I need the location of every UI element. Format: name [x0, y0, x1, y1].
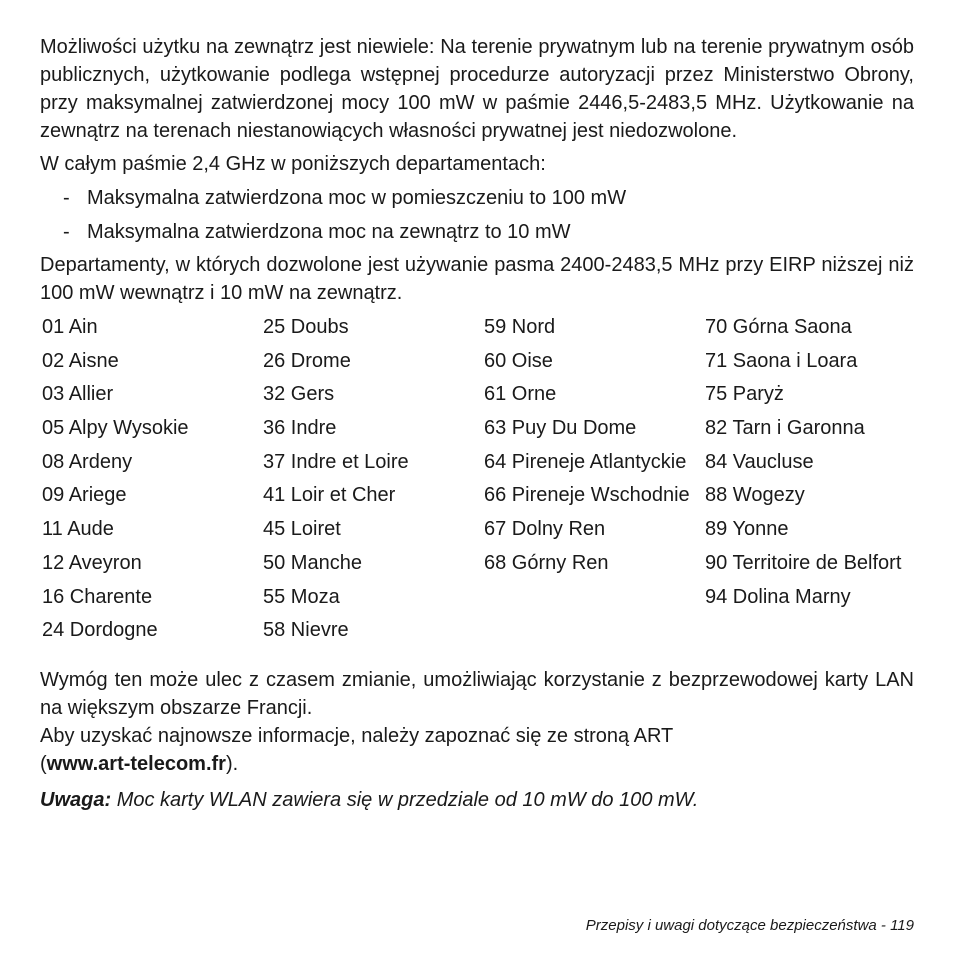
bullet-text: Maksymalna zatwierdzona moc na zewnątrz to 10 mW: [87, 221, 571, 243]
department-item: 75 Paryż: [705, 383, 784, 406]
department-item: 60 Oise: [484, 349, 553, 372]
bullet-indoor: [40, 184, 914, 212]
note-text: Moc karty WLAN zawiera się w przedziale od 10 mW do 100 mW.: [116, 788, 699, 811]
intro-paragraph: Możliwości użytku na zewnątrz jest niewiele: Na terenie prywatnym lub na terenie prywatnym osób publicznych, użytkowanie podlega wstępnej procedurze autoryzacji przez Ministerstwo Obrony, przy maksymalnej zatwierdzonej mocy 100 mW w paśmie 2446,5-2483,5 MHz. Użytkowanie na zewnątrz na terenach niestanowiących własności prywatnej jest niedozwolone.: [40, 36, 914, 142]
department-item: 32 Gers: [263, 383, 335, 406]
power-limits-list: [40, 184, 914, 246]
page-footer: Przepisy i uwagi dotyczące bezpieczeństwa - 119: [585, 917, 914, 934]
department-item: 05 Alpy Wysokie: [42, 417, 189, 440]
department-item: 90 Territoire de Belfort: [705, 551, 902, 574]
department-item: 88 Wogezy: [705, 484, 805, 507]
department-item: 41 Loir et Cher: [263, 484, 396, 507]
department-item: 12 Aveyron: [42, 551, 142, 574]
department-item: 08 Ardeny: [42, 450, 133, 473]
info-paragraph: [40, 722, 914, 778]
department-item: 01 Ain: [42, 316, 98, 338]
change-paragraph: Wymóg ten może ulec z czasem zmianie, umożliwiając korzystanie z bezprzewodowej karty LAN na większym obszarze Francji.: [40, 668, 914, 719]
department-item: 68 Górny Ren: [484, 551, 609, 574]
note-label: Uwaga:: [40, 788, 112, 811]
bullet-dash: -: [63, 187, 70, 209]
department-item: 11 Aude: [42, 518, 114, 541]
departments-paragraph: Departamenty, w których dozwolone jest używanie pasma 2400-2483,5 MHz przy EIRP niższej niż 100 mW wewnątrz i 10 mW na zewnątrz.: [40, 254, 914, 304]
department-item: 59 Nord: [484, 316, 556, 338]
department-item: 36 Indre: [263, 417, 337, 440]
department-item: 66 Pireneje Wschodnie: [484, 484, 690, 507]
department-item: 84 Vaucluse: [705, 450, 814, 473]
departments-column-4: [703, 313, 914, 650]
department-item: 82 Tarn i Garonna: [705, 417, 865, 440]
note-paragraph: [40, 786, 914, 814]
department-item: 55 Moza: [263, 585, 340, 608]
department-item: 67 Dolny Ren: [484, 518, 606, 541]
department-item: 94 Dolina Marny: [705, 585, 851, 608]
department-item: 70 Górna Saona: [705, 316, 852, 338]
band-paragraph: W całym paśmie 2,4 GHz w poniższych departamentach:: [40, 153, 546, 175]
department-item: 02 Aisne: [42, 349, 119, 372]
departments-table: [40, 313, 914, 650]
department-item: 03 Allier: [42, 383, 114, 406]
art-website-link[interactable]: www.art-telecom.fr: [46, 752, 226, 775]
department-item: 25 Doubs: [263, 316, 349, 338]
department-item: 50 Manche: [263, 551, 362, 574]
department-item: 89 Yonne: [705, 518, 789, 541]
department-item: 45 Loiret: [263, 518, 341, 541]
bullet-dash: -: [63, 221, 70, 243]
paren-close: ).: [225, 752, 239, 775]
department-item: 24 Dordogne: [42, 619, 158, 642]
departments-column-2: [261, 313, 482, 650]
department-item: 16 Charente: [42, 585, 153, 608]
paren-open: (: [40, 752, 47, 775]
department-item: 26 Drome: [263, 349, 351, 372]
department-item: 58 Nievre: [263, 619, 349, 642]
department-item: 09 Ariege: [42, 484, 127, 507]
info-text: Aby uzyskać najnowsze informacje, należy zapoznać się ze stroną ART: [40, 724, 674, 747]
bullet-outdoor: [40, 218, 914, 246]
department-item: 64 Pireneje Atlantyckie: [484, 450, 687, 473]
departments-column-1: [40, 313, 261, 650]
department-item: 37 Indre et Loire: [263, 450, 409, 473]
department-item: 61 Orne: [484, 383, 557, 406]
bullet-text: Maksymalna zatwierdzona moc w pomieszczeniu to 100 mW: [87, 187, 627, 209]
departments-column-3: [482, 313, 703, 650]
department-item: 63 Puy Du Dome: [484, 417, 637, 440]
department-item: 71 Saona i Loara: [705, 349, 858, 372]
document-body: [40, 33, 914, 814]
